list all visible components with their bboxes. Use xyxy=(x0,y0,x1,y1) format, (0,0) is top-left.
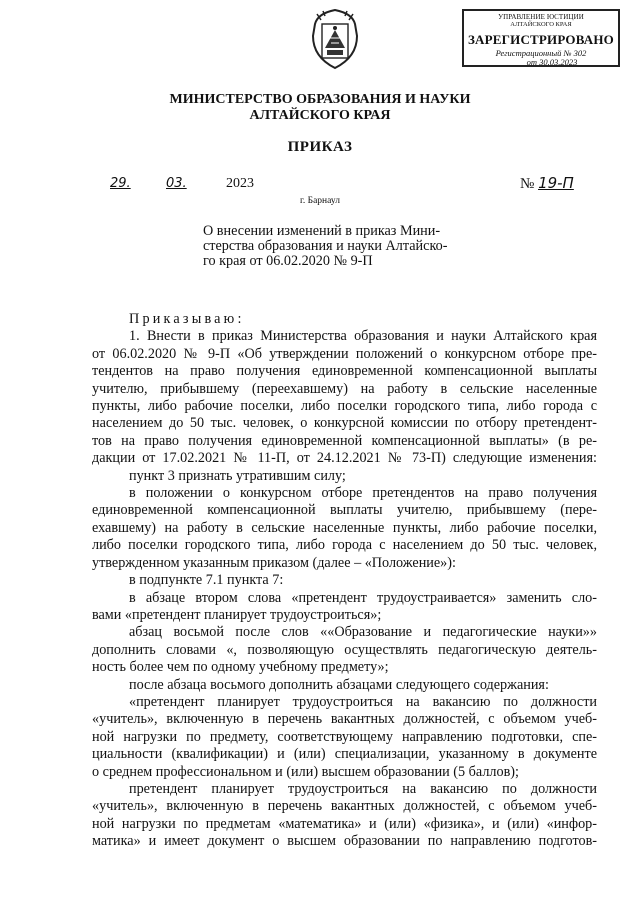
body-text-line: вами «претендент планирует трудоустроиться»; xyxy=(92,606,382,623)
body-text-line: матика» и имеет документ о высшем образовании по направлению подготов- xyxy=(92,833,597,850)
stamp-reg-number: Регистрационный № 302 xyxy=(495,47,587,58)
date-day: 29. xyxy=(110,176,131,191)
document-type-title: ПРИКАЗ xyxy=(287,139,353,155)
order-subject xyxy=(203,224,479,269)
ministry-heading xyxy=(0,92,640,124)
body-text-line: ность более чем по одному учебному предмету»; xyxy=(92,659,389,676)
body-text-line: единовременной компенсационной выплаты учителю, прибывшему (пере- xyxy=(92,502,597,519)
body-text-line: ной нагрузки по предметам «математика» и (или) «физика», и (или) «инфор- xyxy=(92,815,597,832)
date-year: 2023 xyxy=(226,176,254,191)
ministry-line-2: АЛТАЙСКОГО КРАЯ xyxy=(249,108,391,123)
body-text-line: тов на право получения единовременной компенсационной выплаты» (в ре- xyxy=(92,432,597,449)
subject-line: О внесении изменений в приказ Мини- xyxy=(203,223,441,239)
body-text-line: «претендент планирует трудоустроиться на вакансию по должности xyxy=(129,693,597,710)
body-text-line: претендент планирует трудоустроиться на вакансию по должности xyxy=(129,780,597,797)
body-text-line: либо поселки городского типа, либо города с населением до 50 тыс. человек, xyxy=(92,537,597,554)
order-date xyxy=(110,176,254,192)
body-text-line: от 06.02.2020 № 9-П «Об утверждении положений о конкурсном отборе пре- xyxy=(92,345,597,362)
body-text-line: о среднем профессиональном и (или) высшем образовании (5 баллов); xyxy=(92,763,519,780)
city-label: г. Барнаул xyxy=(300,196,340,206)
order-directive-word: Приказываю: xyxy=(129,311,245,327)
body-text-line: утвержденном указанным приказом (далее – «Положение»): xyxy=(92,554,456,571)
stamp-line-2: АЛТАЙСКОГО КРАЯ xyxy=(510,21,572,28)
order-number xyxy=(520,174,594,193)
stamp-title: ЗАРЕГИСТРИРОВАНО xyxy=(468,31,614,47)
body-text-line: населением до 50 тыс. человек, о конкурсной комиссии по отбору претендент- xyxy=(92,415,597,432)
body-text-line: «учитель», включенную в перечень вакантных должностей, с объемом учеб- xyxy=(92,711,597,728)
body-text-line: абзац восьмой после слов ««Образование и педагогические науки»» xyxy=(129,624,597,641)
subject-line: стерства образования и науки Алтайско- xyxy=(203,238,448,254)
body-text-line: «учитель», включенную в перечень вакантных должностей, с объемом учеб- xyxy=(92,798,597,815)
subject-line: го края от 06.02.2020 № 9-П xyxy=(203,253,373,269)
stamp-line-1: УПРАВЛЕНИЕ ЮСТИЦИИ xyxy=(498,13,584,21)
body-text-line: в положении о конкурсном отборе претендентов на право получения xyxy=(129,485,597,502)
body-text-line: дакции от 17.02.2021 № 11-П, от 24.12.2021 № 73-П) следующие изменения: xyxy=(92,450,597,467)
number-prefix: № xyxy=(520,176,535,192)
order-body xyxy=(92,311,597,851)
body-text-line: в подпункте 7.1 пункта 7: xyxy=(129,572,284,589)
body-text-line: циальности (квалификации) и (или) специализации, указанному в документе xyxy=(92,746,597,763)
body-text-line: дополнить словами «, позволяющую осуществлять педагогическую деятель- xyxy=(92,641,597,658)
number-value: 19-П xyxy=(538,174,574,192)
body-text-line: пункты, либо рабочие поселки, либо поселки городского типа, либо города с xyxy=(92,398,597,415)
body-text-line: 1. Внести в приказ Министерства образования и науки Алтайского края xyxy=(129,328,597,345)
coat-of-arms-emblem xyxy=(309,8,361,70)
ministry-line-1: МИНИСТЕРСТВО ОБРАЗОВАНИЯ И НАУКИ xyxy=(169,92,471,107)
date-month: 03. xyxy=(166,176,187,191)
body-text-line: пункт 3 признать утратившим силу; xyxy=(129,467,346,484)
body-text-line: учителю, прибывшему (переехавшему) на работу в сельские населенные xyxy=(92,380,597,397)
body-text-line: после абзаца восьмого дополнить абзацами следующего содержания: xyxy=(129,676,549,693)
body-text-line: ехавшему) на работу в сельские населенные пункты, либо рабочие поселки, xyxy=(92,519,597,536)
body-text-line: в абзаце втором слова «претендент трудоустраивается» заменить сло- xyxy=(129,589,597,606)
registration-stamp xyxy=(462,9,620,67)
stamp-reg-date: от 30.03.2023 xyxy=(526,57,578,67)
body-text-line: ной нагрузки по предмету, соответствующему направлению подготовки, спе- xyxy=(92,728,597,745)
body-text-line: тендентов на право получения единовременной компенсационной выплаты xyxy=(92,363,597,380)
